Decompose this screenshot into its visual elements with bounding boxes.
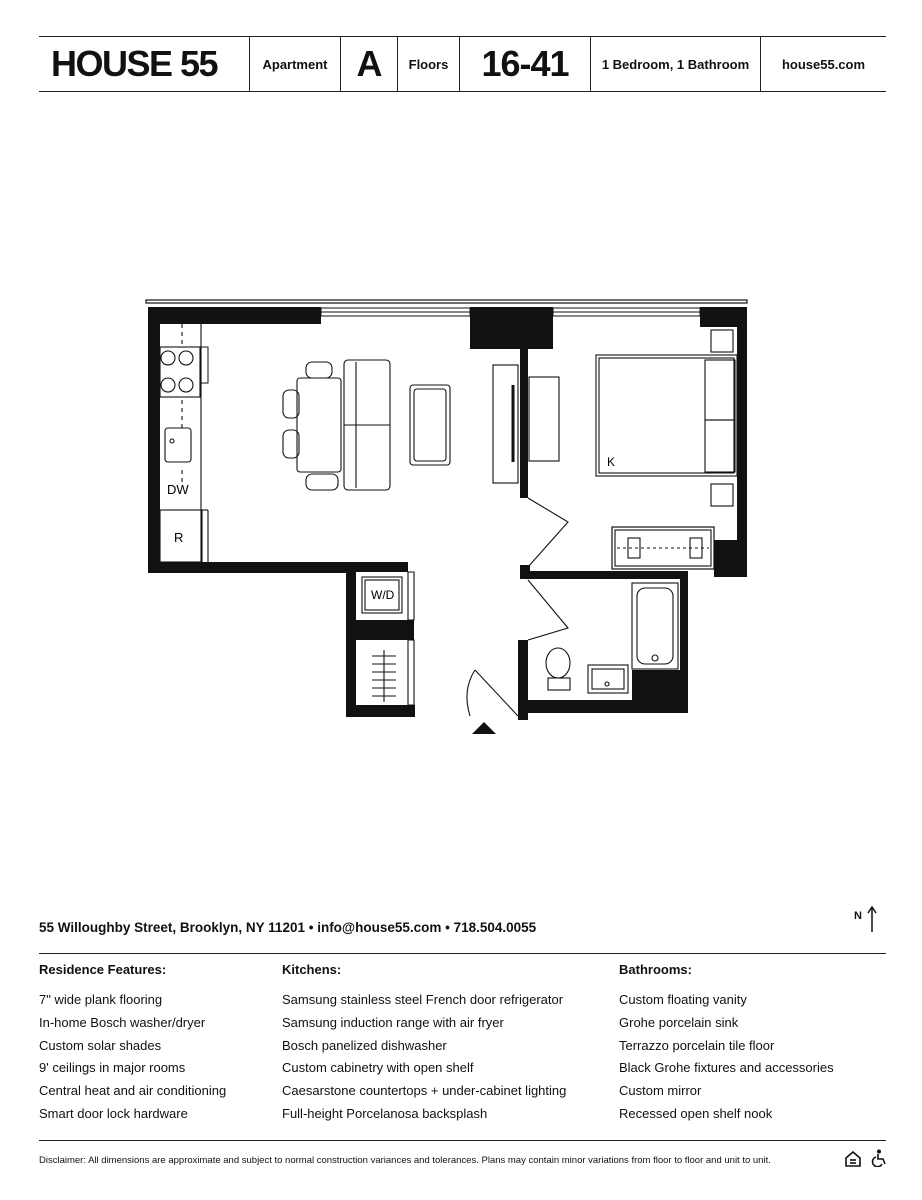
list-item: Custom cabinetry with open shelf (282, 1060, 474, 1076)
north-indicator (854, 905, 880, 933)
living-furniture (283, 360, 518, 490)
list-item: 7" wide plank flooring (39, 992, 163, 1007)
kitchen (160, 324, 208, 562)
dishwasher-label: DW (167, 482, 189, 497)
list-item: Custom mirror (619, 1083, 702, 1099)
bed (596, 355, 737, 476)
kitchen-sink (165, 428, 191, 462)
kitchens-list (282, 989, 566, 1126)
dresser (529, 377, 559, 461)
bathroom-features (619, 962, 834, 1126)
list-item: Central heat and air conditioning (39, 1083, 227, 1099)
toilet (546, 648, 570, 678)
kitchens-title: Kitchens: (282, 962, 342, 977)
disclaimer: Disclaimer: All dimensions are approximate and subject to normal construction variances and tolerances. Plans may contain minor variations from floor to floor and unit to unit. (39, 1155, 771, 1166)
contact-line: 55 Willoughby Street, Brooklyn, NY 11201 • info@house55.com • 718.504.0055 (39, 920, 537, 935)
bathrooms-list (619, 989, 834, 1126)
list-item: Terrazzo porcelain tile floor (619, 1037, 775, 1053)
coffee-table (410, 385, 450, 465)
website-link[interactable]: house55.com (781, 56, 866, 72)
dining-table (297, 378, 341, 472)
list-item: Bosch panelized dishwasher (282, 1037, 447, 1053)
pillow (705, 420, 735, 472)
list-item: Full-height Porcelanosa backsplash (282, 1105, 488, 1121)
apartment-label: Apartment (262, 56, 328, 72)
floors-value: 16-41 (481, 43, 569, 84)
list-item: Custom solar shades (39, 1037, 162, 1053)
entry-arrow-icon (472, 722, 496, 734)
unit-type: 1 Bedroom, 1 Bathroom (601, 56, 750, 72)
divider-bottom (39, 1140, 886, 1141)
residence-features (39, 962, 226, 1126)
list-item: In-home Bosch washer/dryer (39, 1014, 206, 1030)
list-item: Samsung stainless steel French door refrigerator (282, 992, 564, 1007)
list-item: Grohe porcelain sink (619, 1014, 739, 1030)
dining-chair (306, 362, 332, 378)
list-item: Custom floating vanity (619, 992, 747, 1007)
list-item: Samsung induction range with air fryer (282, 1014, 504, 1030)
list-item: Black Grohe fixtures and accessories (619, 1060, 834, 1076)
nightstand (711, 330, 733, 352)
list-item: Caesarstone countertops + under-cabinet lighting (282, 1083, 567, 1099)
bathroom-door (528, 580, 568, 640)
closet-door (408, 640, 414, 705)
north-arrow-icon (854, 905, 880, 933)
divider-top (39, 953, 886, 954)
floors-label: Floors (408, 56, 449, 72)
north-label: N (854, 910, 862, 922)
bedroom-door (528, 498, 568, 567)
list-item: Recessed open shelf nook (619, 1105, 773, 1121)
accessibility-icon (871, 1149, 887, 1167)
equal-housing-icon (845, 1151, 861, 1167)
doors (408, 498, 568, 716)
bed-size-label: K (607, 455, 616, 469)
brand-logo: HOUSE 55 (51, 43, 218, 84)
residence-title: Residence Features: (39, 962, 167, 977)
nightstand (711, 484, 733, 506)
list-item: 9' ceilings in major rooms (39, 1060, 186, 1076)
washer-dryer-label: W/D (371, 588, 395, 602)
walls (146, 300, 747, 720)
wd-bifold-door (408, 572, 414, 620)
dining-chair (306, 474, 338, 490)
entry-door-swing (467, 670, 475, 716)
list-item: Smart door lock hardware (39, 1105, 188, 1121)
bathrooms-title: Bathrooms: (619, 962, 692, 977)
apartment-value: A (356, 43, 382, 84)
residence-list (39, 989, 226, 1126)
bathtub (632, 583, 678, 669)
refrigerator-label: R (174, 530, 184, 545)
pillow (705, 360, 735, 420)
kitchen-features (282, 962, 566, 1126)
